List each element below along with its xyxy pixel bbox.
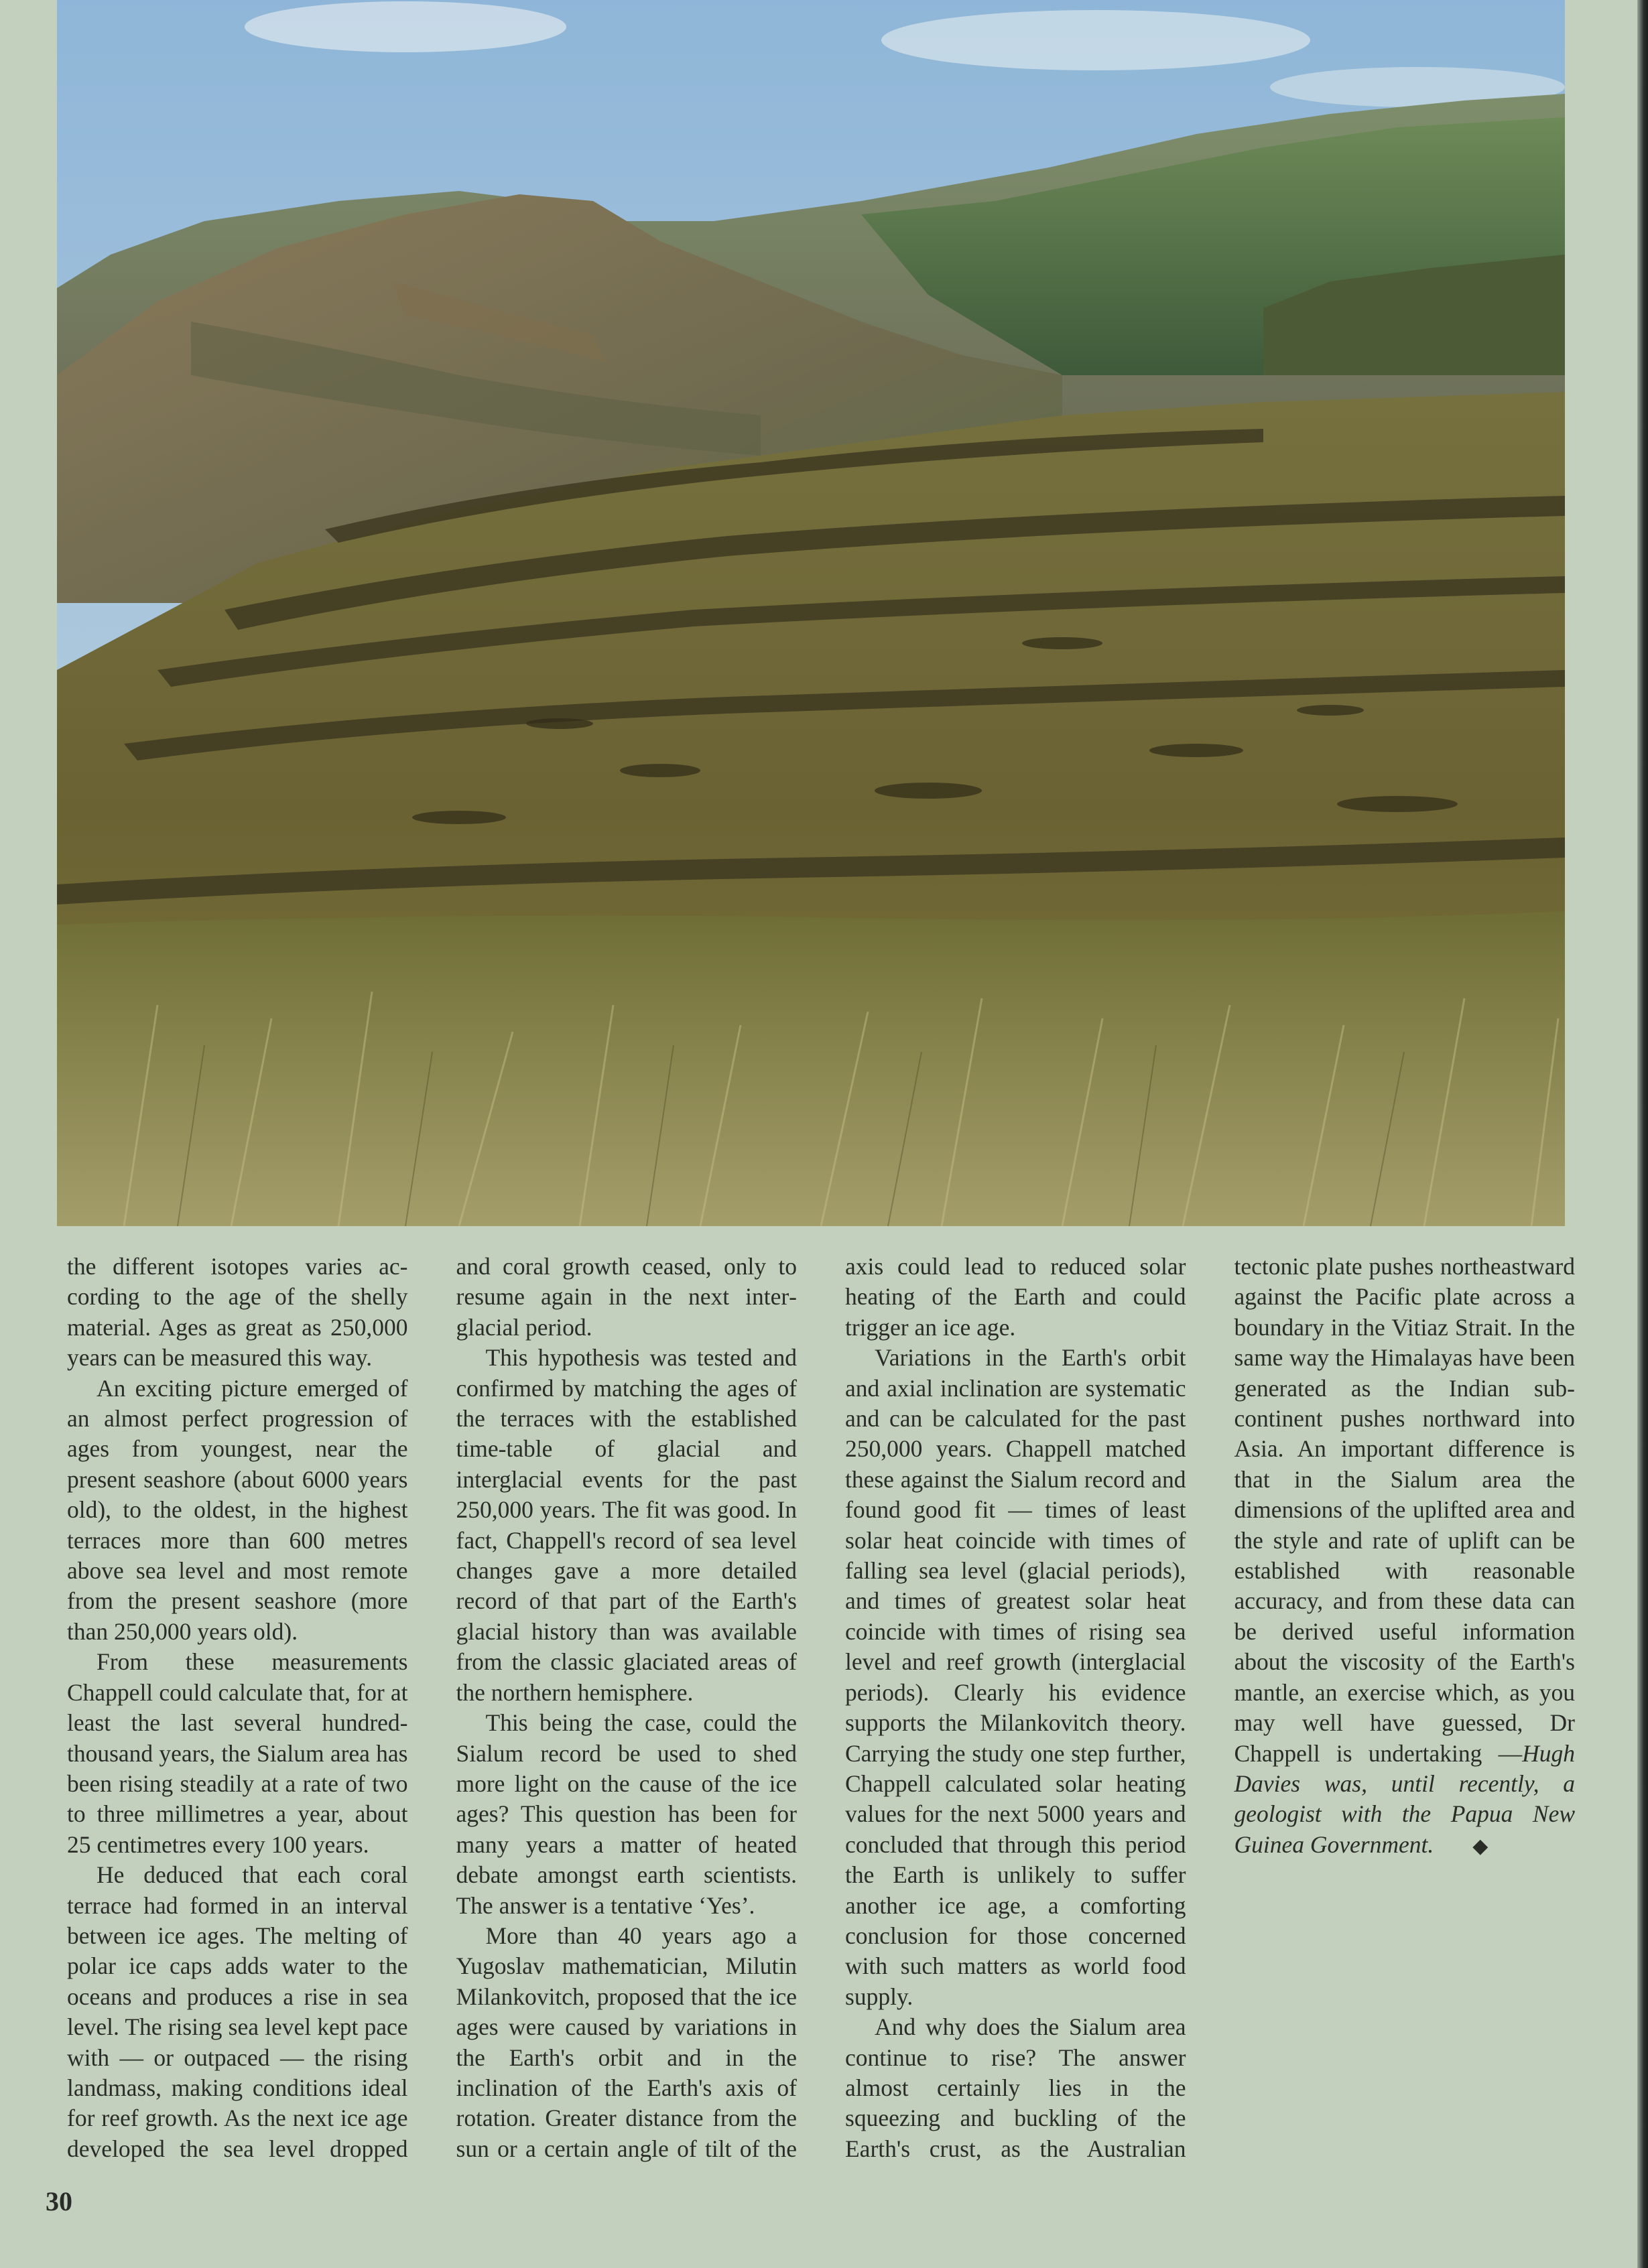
article-paragraph: This being the case, could the Sialum record be used to shed more light on the cause of the ice ages? This question has been for many years a matter of heated debate amongst earth scientists. The answer is a tentative ‘Yes’. [456, 1709, 797, 1919]
article-paragraph: This hypothesis was tested and confirmed by matching the ages of the terraces with the established time-table of glacial and interglacial events for the past 250,000 years. The fit was good. In fact, Chappell's record of sea level changes gave a more detailed record of that part of the Earth's glacial history than was available from the classic glaciated areas of the northern hemisphere. [456, 1344, 797, 1706]
final-paragraph-text: And why does the Sialum area continue to rise? The answer almost certainly lies in the squeezing and buckling of the Earth's crust, as the Australian tectonic plate pushes northeastward against the Pacific plate across a boundary in the Vitiaz Strait. In the same way the Himalayas have been generated as the Indian sub-continent pushes northward into Asia. An important difference is that in the Sialum area the dimensions of the uplifted area and the style and rate of uplift can be established with reasonable accuracy, and from these data can be derived useful information about the viscosity of the Earth's mantle, an exercise which, as you may well have guessed, Dr Chappell is undertaking — [845, 1253, 1575, 2162]
landscape-photo [57, 0, 1565, 1226]
article-paragraph: Variations in the Earth's orbit and axial inclination are systematic and can be calculated for the past 250,000 years. Chappell matched these against the Sialum record and found good fit — times of least solar heat coincide with times of falling sea level (glacial periods), and times of greatest solar heat coincide with times of rising sea level and reef growth (interglacial periods). Clearly his evidence supports the Milankovitch theory. Carrying the study one step further, Chappell calculated solar heating values for the next 5000 years and concluded that through this period the Earth is unlikely to suffer another ice age, a comforting conclusion for those concerned with such matters as world food supply. [845, 1344, 1186, 2010]
article-paragraph: the different isotopes varies according to the age of the shelly material. Ages as great as 250,000 years can be measured this way. [67, 1253, 408, 1372]
article-paragraph: An exciting picture emerged of an almost perfect progression of ages from youngest, near the present seashore (about 6000 years old), to the oldest, in the highest terraces more than 600 metres above sea level and most remote from the present seashore (more than 250,000 years old). [67, 1374, 408, 1645]
page-edge-shadow [1637, 0, 1648, 2268]
page-number: 30 [46, 2186, 72, 2216]
article-paragraph: From these measurements Chappell could calculate that, for at least the last several hundred-thousand years, the Sialum area has been rising steadily at a rate of two to three millimetres a year, about 25 centimetres every 100 years. [67, 1648, 408, 1858]
article-paragraph: He deduced that each coral terrace had formed in an interval between ice ages. The melting of polar ice caps adds water to the oceans and produces a rise in sea level. The rising sea level kept pace with — or outpaced — the rising landmass, making conditions ideal for reef growth. As the next ice age developed the sea level dropped and coral growth ceased, only to resume again in the next interglacial period. [67, 1253, 797, 2162]
author-credit: Hugh Davies was, until recently, a geologist with the Papua New Guinea Government. [1234, 1739, 1575, 1858]
article-paragraph: More than 40 years ago a Yugoslav mathematician, Milutin Milankovitch, proposed that the ice ages were caused by variations in the Earth's orbit and in the inclination of the Earth's axis of rotation. Greater distance from the sun or a certain angle of tilt of the axis could lead to reduced solar heating of the Earth and could trigger an ice age. [456, 1253, 1186, 2162]
end-of-article-icon: ◆ [1472, 1835, 1488, 1857]
article-body [67, 1252, 1575, 2190]
